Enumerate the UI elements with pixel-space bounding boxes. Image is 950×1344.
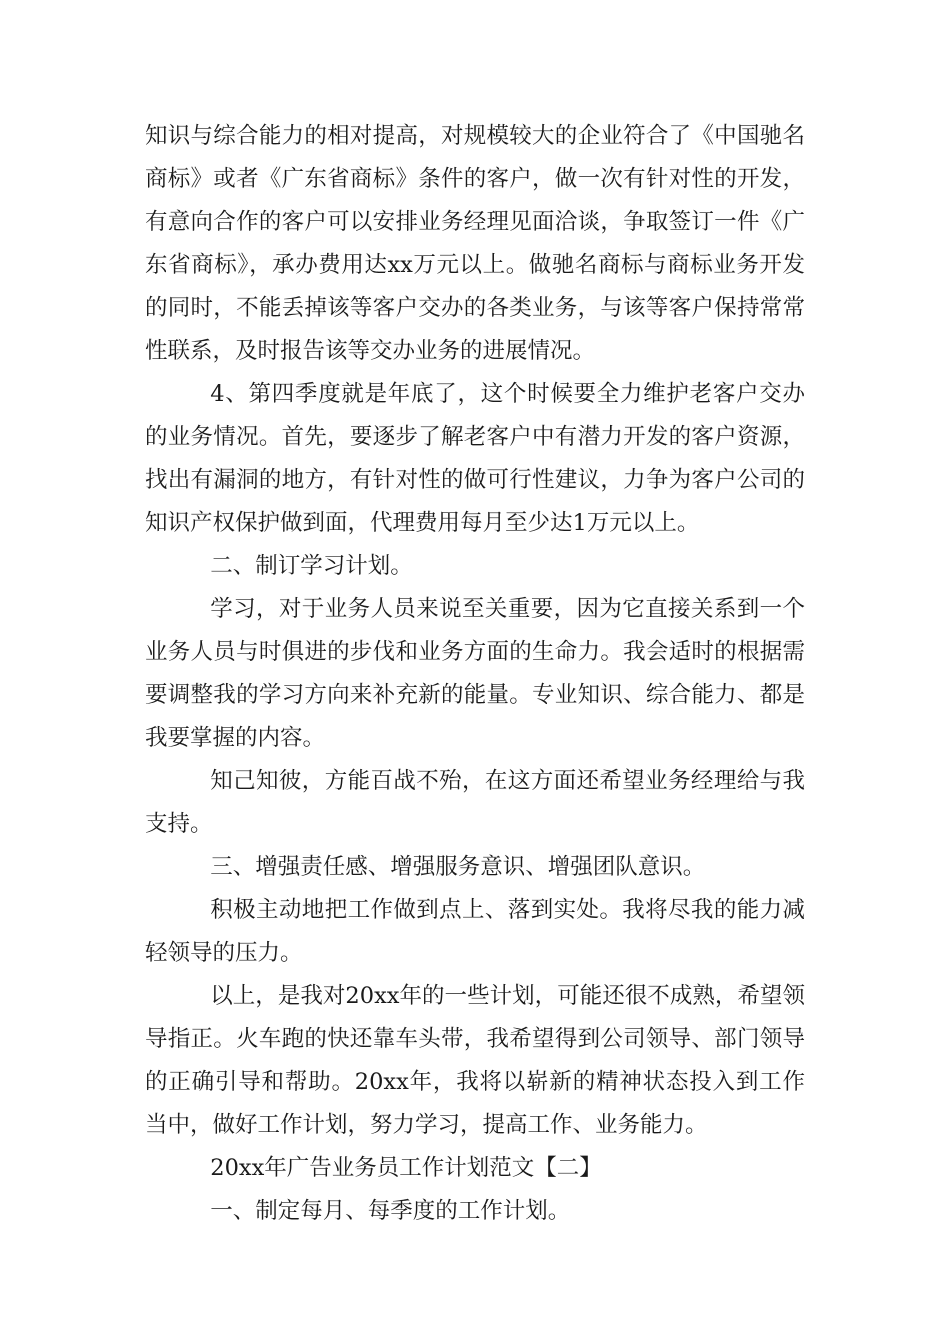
- document-title-sample-two: 20xx年广告业务员工作计划范文【二】: [210, 1155, 602, 1181]
- paragraph-conclusion: 以上，是我对20xx年的一些计划，可能还很不成熟，希望领导指正。火车跑的快还靠车头带，我希望得到公司领导、部门领导的正确引导和帮助。20xx年，我将以崭新的精神状态投入到工作当中，做好工作计划，努力学习，提高工作、业务能力。: [145, 983, 805, 1138]
- section-heading-study-plan: 二、制订学习计划。: [210, 553, 413, 579]
- paragraph-initiative: 积极主动地把工作做到点上、落到实处。我将尽我的能力减轻领导的压力。: [145, 897, 805, 966]
- paragraph-continuation: 知识与综合能力的相对提高，对规模较大的企业符合了《中国驰名商标》或者《广东省商标》条件的客户，做一次有针对性的开发，有意向合作的客户可以安排业务经理见面洽谈，争取签订一件《广东省商标》，承办费用达xx万元以上。做驰名商标与商标业务开发的同时，不能丢掉该等客户交办的各类业务，与该等客户保持常常性联系，及时报告该等交办业务的进展情况。: [145, 123, 805, 364]
- section-heading-monthly-plan: 一、制定每月、每季度的工作计划。: [210, 1198, 571, 1224]
- paragraph-know-yourself: 知己知彼，方能百战不殆，在这方面还希望业务经理给与我支持。: [145, 768, 805, 837]
- paragraph-study: 学习，对于业务人员来说至关重要，因为它直接关系到一个业务人员与时俱进的步伐和业务方面的生命力。我会适时的根据需要调整我的学习方向来补充新的能量。专业知识、综合能力、都是我要掌握的内容。: [145, 596, 805, 751]
- document-page: [145, 115, 805, 1233]
- paragraph-fourth-quarter: 4、第四季度就是年底了，这个时候要全力维护老客户交办的业务情况。首先，要逐步了解老客户中有潜力开发的客户资源，找出有漏洞的地方，有针对性的做可行性建议，力争为客户公司的知识产权保护做到面，代理费用每月至少达1万元以上。: [145, 381, 805, 536]
- section-heading-responsibility: 三、增强责任感、增强服务意识、增强团队意识。: [210, 854, 706, 880]
